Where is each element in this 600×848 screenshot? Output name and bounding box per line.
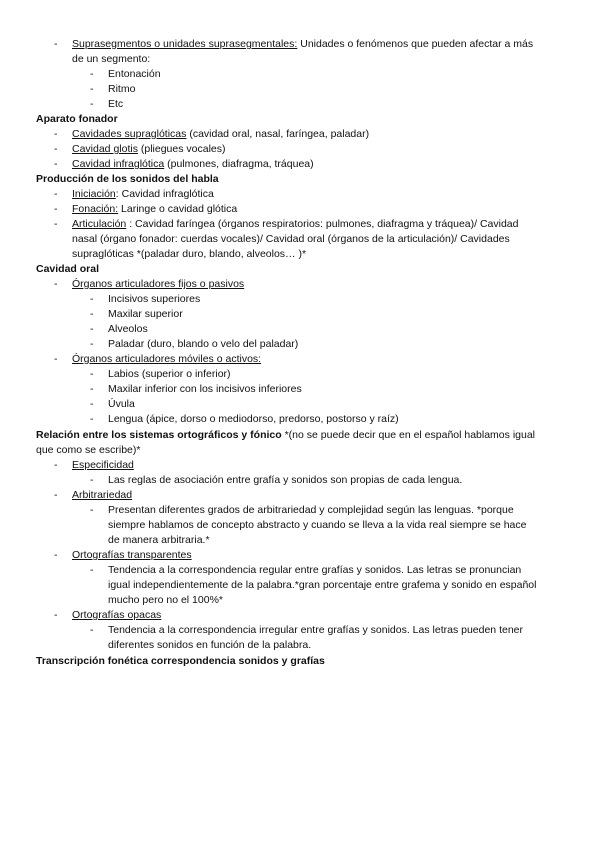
list-item: Paladar (duro, blando o velo del paladar) — [108, 338, 299, 350]
subheading-organos-moviles: Órganos articuladores móviles o activos: — [72, 353, 262, 365]
term-detail: (cavidad oral, nasal, faríngea, paladar) — [186, 128, 370, 140]
heading-relacion: Relación entre los sistemas ortográficos y fónico — [36, 429, 282, 441]
term-detail: (pliegues vocales) — [137, 143, 226, 155]
bullet-dash: - — [90, 368, 94, 380]
bullet-dash: - — [90, 323, 94, 335]
bullet-dash: - — [54, 143, 58, 155]
bullet-dash: - — [54, 609, 58, 621]
subheading-organos-fijos: Órganos articuladores fijos o pasivos — [72, 278, 245, 290]
list-item: Tendencia a la correspondencia regular entre grafías y sonidos. Las letras se pronuncian — [108, 564, 522, 576]
subheading-especificidad: Especificidad — [72, 459, 134, 471]
subheading-ortografias-opacas: Ortografías opacas — [72, 609, 162, 621]
bullet-dash: - — [90, 308, 94, 320]
bullet-dash: - — [54, 459, 58, 471]
list-item — [72, 37, 533, 52]
bullet-dash: - — [90, 474, 94, 486]
bullet-dash: - — [54, 218, 58, 230]
list-item: Maxilar inferior con los incisivos inferiores — [108, 383, 302, 395]
list-item-continuation: de manera arbitraria.* — [108, 534, 210, 546]
bullet-dash: - — [54, 158, 58, 170]
list-item: Las reglas de asociación entre grafía y sonidos son propias de cada lengua. — [108, 474, 463, 486]
bullet-dash: - — [90, 398, 94, 410]
bullet-dash: - — [54, 38, 58, 50]
list-item: Incisivos superiores — [108, 293, 201, 305]
term-suprasegmentos: Suprasegmentos o unidades suprasegmentales: — [72, 38, 298, 50]
list-item: Úvula — [108, 398, 135, 410]
list-item: Maxilar superior — [108, 308, 183, 320]
bullet-dash: - — [90, 504, 94, 516]
term: Fonación: — [72, 203, 119, 215]
list-item — [72, 127, 369, 142]
bullet-dash: - — [90, 383, 94, 395]
bullet-dash: - — [90, 624, 94, 636]
definition-text: Unidades o fenómenos que pueden afectar a más — [297, 38, 534, 50]
list-item — [72, 217, 519, 232]
list-item: Tendencia a la correspondencia irregular entre grafías y sonidos. Las letras pueden tener — [108, 624, 524, 636]
bullet-dash: - — [54, 188, 58, 200]
bullet-dash: - — [54, 353, 58, 365]
term: Articulación — [72, 218, 127, 230]
term: Cavidad infraglótica — [72, 158, 165, 170]
list-item — [72, 187, 214, 202]
list-item — [72, 202, 237, 217]
bullet-dash: - — [90, 338, 94, 350]
bullet-dash: - — [90, 293, 94, 305]
term-detail: : Cavidad infraglótica — [115, 188, 214, 200]
list-item: Alveolos — [108, 323, 148, 335]
list-item: Entonación — [108, 68, 161, 80]
bullet-dash: - — [54, 549, 58, 561]
subheading-arbitrariedad: Arbitrariedad — [72, 489, 133, 501]
list-item-continuation: supraglóticas *(paladar duro, blando, alveolos… )* — [72, 248, 307, 260]
list-item: Labios (superior o inferior) — [108, 368, 231, 380]
list-item — [72, 157, 314, 172]
term: Cavidad glotis — [72, 143, 138, 155]
bullet-dash: - — [54, 203, 58, 215]
heading-note-continuation: que como se escribe)* — [36, 444, 141, 456]
bullet-dash: - — [54, 128, 58, 140]
term: Iniciación — [72, 188, 116, 200]
list-item — [72, 142, 226, 157]
list-item-continuation: nasal (órgano fonador: cuerdas vocales)/ Cavidad oral (órganos de la articulación)/ Cavidades — [72, 233, 510, 245]
list-item-continuation: mucho pero no el 100%* — [108, 594, 223, 606]
heading-note: *(no se puede decir que en el español hablamos igual — [281, 429, 535, 441]
definition-continuation: de un segmento: — [72, 53, 151, 65]
heading-produccion: Producción de los sonidos del habla — [36, 173, 219, 185]
list-item: Etc — [108, 98, 124, 110]
bullet-dash: - — [90, 83, 94, 95]
bullet-dash: - — [90, 68, 94, 80]
heading-aparato-fonador: Aparato fonador — [36, 113, 118, 125]
term-detail: Laringe o cavidad glótica — [118, 203, 238, 215]
subheading-ortografias-transparentes: Ortografías transparentes — [72, 549, 192, 561]
bullet-dash: - — [90, 98, 94, 110]
list-item: Lengua (ápice, dorso o mediodorso, predorso, postorso y raíz) — [108, 413, 399, 425]
list-item: Ritmo — [108, 83, 136, 95]
bullet-dash: - — [54, 489, 58, 501]
heading-cavidad-oral: Cavidad oral — [36, 263, 100, 275]
list-item: Presentan diferentes grados de arbitrariedad y complejidad según las lenguas. *porque — [108, 504, 514, 516]
bullet-dash: - — [90, 564, 94, 576]
heading-relacion-line — [36, 428, 535, 443]
list-item-continuation: igual independientemente de la palabra.*gran porcentaje entre grafema y sonido en español — [108, 579, 537, 591]
term: Cavidades supraglóticas — [72, 128, 187, 140]
list-item-continuation: siempre hablamos de concepto abstracto y cuando se lleva a la vida real siempre se hace — [108, 519, 527, 531]
term-detail: : Cavidad faríngea (órganos respiratorios: pulmones, diafragma y tráquea)/ Cavidad — [126, 218, 519, 230]
bullet-dash: - — [90, 413, 94, 425]
term-detail: (pulmones, diafragma, tráquea) — [164, 158, 314, 170]
bullet-dash: - — [54, 278, 58, 290]
heading-transcripcion: Transcripción fonética correspondencia sonidos y grafías — [36, 655, 325, 667]
list-item-continuation: diferentes sonidos en función de la palabra. — [108, 639, 312, 651]
